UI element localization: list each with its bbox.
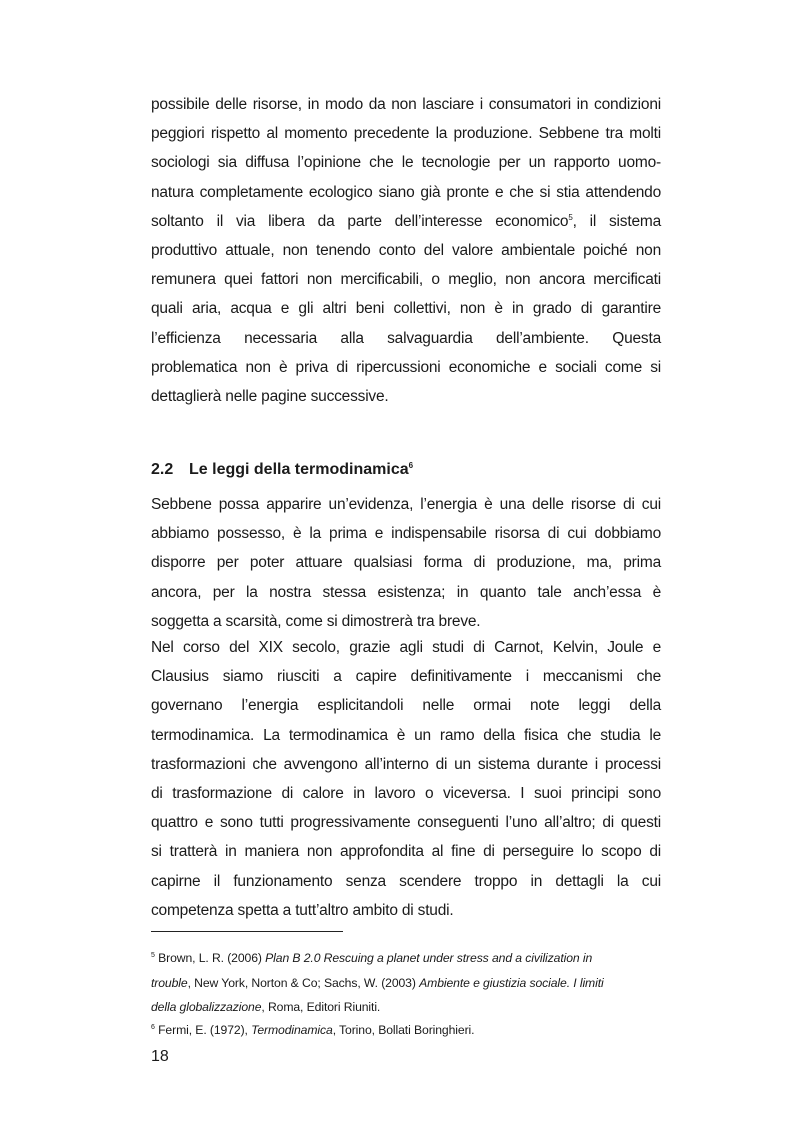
footnote-6 — [151, 1018, 661, 1043]
section-number: 2.2 — [151, 461, 174, 478]
footnote-mark: 6 — [151, 1024, 155, 1031]
text-line: remunera quei fattori non mercificabili, o meglio, non ancora mercificati — [151, 271, 661, 289]
text-fragment: soltanto il via libera da parte dell’interesse economico — [151, 212, 569, 230]
body-paragraph-1 — [151, 490, 661, 636]
text-fragment: , New York, Norton & Co; Sachs, W. (2003) — [187, 975, 420, 990]
text-line: Clausius siamo riusciti a capire definitivamente i meccanismi che — [151, 668, 661, 686]
footnote-line — [151, 971, 661, 996]
footnote-separator — [151, 931, 343, 932]
text-line: ancora, per la nostra stessa esistenza; in quanto tale anch’essa è — [151, 583, 661, 601]
text-fragment-italic: della globalizzazione — [151, 1000, 262, 1014]
text-fragment: , Torino, Bollati Boringhieri. — [332, 1023, 475, 1037]
footnote-mark: 5 — [151, 952, 155, 959]
footnote-line — [151, 995, 661, 1020]
page-number: 18 — [151, 1048, 169, 1065]
text-fragment: Brown, L. R. (2006) — [154, 951, 266, 965]
section-heading — [151, 456, 661, 484]
text-fragment-italic: Plan B 2.0 Rescuing a planet under stress and a civilization in — [265, 951, 593, 965]
text-line: sociologi sia diffusa l’opinione che le tecnologie per un rapporto uomo- — [151, 154, 661, 172]
text-line: disporre per poter attuare qualsiasi forma di produzione, ma, prima — [151, 554, 661, 572]
text-fragment: , il sistema — [572, 212, 661, 230]
text-line: produttivo attuale, non tenendo conto del valore ambientale poiché non — [151, 241, 661, 259]
text-fragment-italic: Ambiente e giustizia sociale. I limiti — [419, 975, 604, 990]
text-line: quali aria, acqua e gli altri beni collettivi, non è in grado di garantire — [151, 300, 661, 318]
text-line: Nel corso del XIX secolo, grazie agli studi di Carnot, Kelvin, Joule e — [151, 639, 661, 656]
footnote-ref-5[interactable]: 5 — [568, 212, 573, 222]
text-line: termodinamica. La termodinamica è un ramo della fisica che studia le — [151, 726, 661, 744]
text-line: governano l’energia esplicitandoli nelle ormai note leggi della — [151, 697, 661, 715]
footnote-ref-6[interactable]: 6 — [408, 461, 414, 470]
text-fragment-italic: trouble — [151, 975, 188, 990]
text-fragment: , Roma, Editori Riuniti. — [261, 1000, 381, 1014]
footnote-5 — [151, 946, 661, 1020]
text-line: di trasformazione di calore in lavoro o viceversa. I suoi principi sono — [151, 784, 661, 802]
text-line: peggiori rispetto al momento precedente la produzione. Sebbene tra molti — [151, 125, 661, 143]
text-line: problematica non è priva di ripercussioni economiche e sociali come si — [151, 358, 661, 376]
section-title: Le leggi della termodinamica — [189, 461, 409, 478]
text-line: dettaglierà nelle pagine successive. — [151, 387, 389, 405]
text-line: si tratterà in maniera non approfondita al fine di perseguire lo scopo di — [151, 843, 661, 861]
text-line: natura completamente ecologico siano già pronte e che si stia attendendo — [151, 183, 661, 201]
text-line: trasformazioni che avvengono all’interno di un sistema durante i processi — [151, 755, 661, 773]
body-paragraph-2 — [151, 633, 661, 925]
footnote-line — [151, 1018, 661, 1043]
text-line: capirne il funzionamento senza scendere troppo in dettagli la cui — [151, 872, 661, 890]
text-fragment: Fermi, E. (1972), — [154, 1023, 252, 1037]
text-line — [151, 207, 661, 236]
body-paragraph-continued — [151, 90, 661, 411]
text-line: competenza spetta a tutt’altro ambito di studi. — [151, 901, 454, 919]
text-line: soggetta a scarsità, come si dimostrerà tra breve. — [151, 612, 481, 630]
footnote-line — [151, 946, 661, 971]
text-fragment-italic: Termodinamica — [251, 1023, 333, 1037]
text-line: quattro e sono tutti progressivamente conseguenti l’uno all’altro; di questi — [151, 814, 661, 832]
text-line: possibile delle risorse, in modo da non lasciare i consumatori in condizioni — [151, 96, 661, 113]
text-line: Sebbene possa apparire un’evidenza, l’energia è una delle risorse di cui — [151, 496, 661, 513]
text-line: abbiamo possesso, è la prima e indispensabile risorsa di cui dobbiamo — [151, 525, 661, 543]
text-line: l’efficienza necessaria alla salvaguardia dell’ambiente. Questa — [151, 329, 661, 347]
